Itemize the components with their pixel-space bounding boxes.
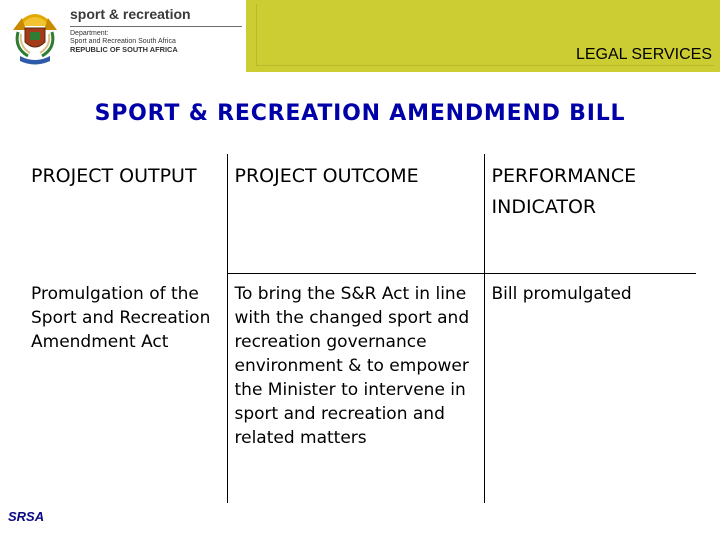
table-row	[24, 274, 696, 504]
department-name: Sport and Recreation South Africa	[70, 38, 176, 45]
brand-name: sport & recreation	[70, 6, 191, 22]
brand-block	[70, 6, 245, 54]
coat-of-arms-icon	[8, 4, 62, 66]
page-title: SPORT & RECREATION AMENDMEND BILL	[94, 101, 626, 126]
table-header-row	[24, 154, 696, 274]
header-cell-project-output: PROJECT OUTPUT	[31, 165, 197, 187]
header-cell-project-outcome: PROJECT OUTCOME	[227, 154, 484, 274]
cell-performance-indicator: Bill promulgated	[484, 274, 696, 504]
header-cell-performance-indicator: PERFORMANCE INDICATOR	[484, 154, 696, 274]
country-name: REPUBLIC OF SOUTH AFRICA	[70, 45, 178, 54]
project-table	[24, 154, 696, 503]
header-band	[246, 0, 720, 72]
footer-srsa-mark: SRSA	[8, 509, 45, 524]
section-label: LEGAL SERVICES	[575, 46, 712, 63]
cell-project-outcome: To bring the S&R Act in line with the changed sport and recreation governance environment & to empower the Minister to intervene in sport and recreation and related matters	[227, 274, 484, 504]
brand-divider	[70, 26, 242, 27]
header-logo-area	[0, 0, 246, 72]
cell-project-output: Promulgation of the Sport and Recreation Amendment Act	[31, 283, 211, 352]
department-label: Department:	[70, 30, 109, 37]
